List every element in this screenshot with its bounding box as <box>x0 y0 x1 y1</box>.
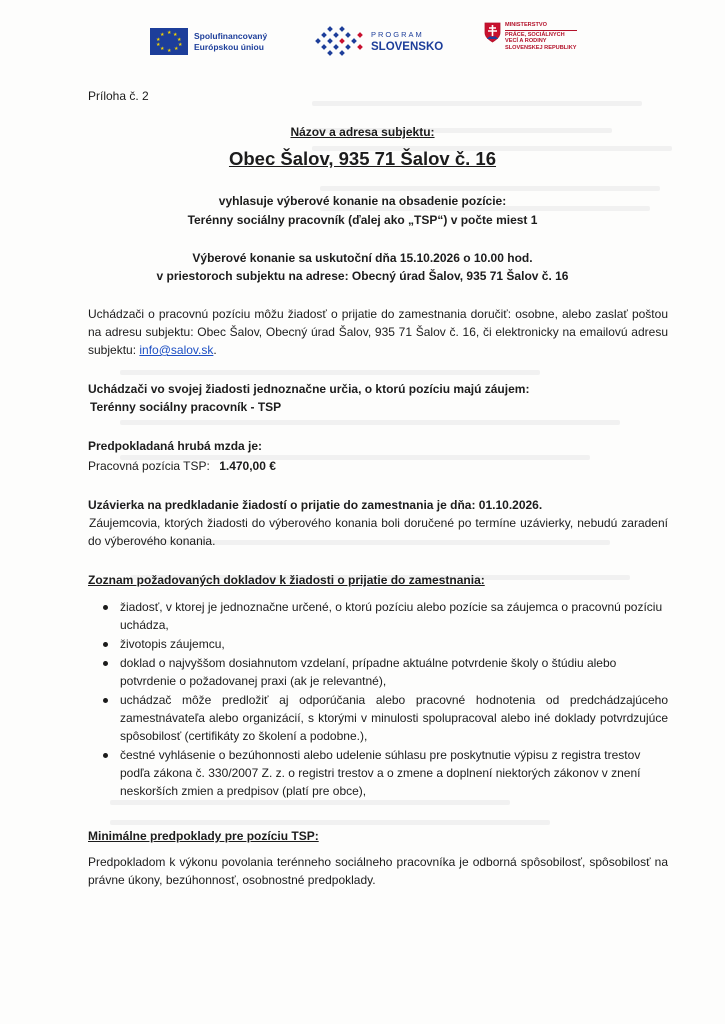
delivery-text: Uchádzači o pracovnú pozíciu môžu žiadosť o prijatie do zamestnania doručiť: osobne, alebo zaslať poštou na adresu subjektu: Obec Šalov, Obecný úrad Šalov, 935 71 Šalov č. 16, či elektronicky na emailovú adresu subjektu: <box>88 307 668 357</box>
list-item: doklad o najvyššom dosiahnutom vzdelaní, prípadne aktuálne potvrdenie školy o štúdiu alebo potvrdenie o požadovanej praxi (ak je relevantné), <box>88 654 668 690</box>
schedule-line1: Výberové konanie sa uskutoční dňa 15.10.2026 o 10.00 hod. <box>192 251 533 265</box>
list-item: uchádzač môže predložiť aj odporúčania alebo pracovné hodnotenia od predchádzajúceho zamestnávateľa alebo organizácií, s ktorými v minulosti spolupracoval alebo iné doklady potvrdzujúce spôsobilosť (certifikáty zo školení a podobne.), <box>88 691 668 745</box>
subject-label: Názov a adresa subjektu: <box>290 125 435 139</box>
ministry-logo-line2: PRÁCE, SOCIÁLNYCH <box>505 31 565 38</box>
ministry-logo-line4: SLOVENSKEJ REPUBLIKY <box>505 44 577 51</box>
bullet-icon <box>103 661 108 666</box>
salary-row <box>88 457 276 475</box>
list-item: čestné vyhlásenie o bezúhonnosti alebo udelenie súhlasu pre poskytnutie výpisu z registra trestov podľa zákona č. 330/2007 Z. z. o registri trestov a o zmene a doplnení niektorých zákonov v znení neskorších zmien a predpisov (platí pre obce), <box>88 746 668 800</box>
schedule-line2: v priestoroch subjektu na adrese: Obecný úrad Šalov, 935 71 Šalov č. 16 <box>156 269 569 283</box>
salary-label: Pracovná pozícia TSP: <box>88 459 210 473</box>
bullet-icon <box>103 753 108 758</box>
subject-name: Obec Šalov, 935 71 Šalov č. 16 <box>228 148 497 169</box>
program-logo-line1: PROGRAM <box>371 30 424 39</box>
eu-flag-icon: ★ ★ ★ ★ ★ ★ ★ ★ ★ ★ <box>150 28 188 55</box>
bullet-icon <box>103 698 108 703</box>
annex-label: Príloha č. 2 <box>88 89 149 103</box>
bullet-icon <box>103 642 108 647</box>
requirements-heading: Minimálne predpoklady pre pozíciu TSP: <box>88 829 319 843</box>
ministry-logo <box>484 22 577 51</box>
program-slovensko-logo <box>312 24 443 58</box>
list-item: žiadosť, v ktorej je jednoznačne určené, o ktorú pozíciu alebo pozície sa záujemca o pracovnú pozíciu uchádza, <box>88 598 668 634</box>
announcement-line2: Terénny sociálny pracovník (ďalej ako „TSP“) v počte miest 1 <box>187 213 538 227</box>
salary-value: 1.470,00 € <box>219 459 276 473</box>
eu-cofinanced-logo <box>150 28 267 55</box>
header-logos <box>0 22 725 68</box>
eu-logo-line2: Európskou úniou <box>194 41 264 52</box>
slovak-coat-of-arms-icon <box>484 22 501 43</box>
ministry-logo-line1: MINISTERSTVO <box>505 22 577 31</box>
requirements-text: Predpokladom k výkonu povolania terénneho sociálneho pracovníka je odborná spôsobilosť, spôsobilosť na právne úkony, bezúhonnosť, osobnostné predpoklady. <box>88 855 668 887</box>
program-logo-line2: SLOVENSKO <box>371 41 444 53</box>
position-name: Terénny sociálny pracovník - TSP <box>90 400 282 414</box>
ministry-logo-line3: VECÍ A RODINY <box>505 38 547 45</box>
delivery-end: . <box>213 343 217 357</box>
documents-heading: Zoznam požadovaných dokladov k žiadosti o prijatie do zamestnania: <box>88 573 485 587</box>
delivery-paragraph <box>88 305 668 359</box>
deadline-text: Záujemcovia, ktorých žiadosti do výberového konania boli doručené po termíne uzávierky, nebudú zaradení do výberového konania. <box>88 516 668 548</box>
position-heading: Uchádzači vo svojej žiadosti jednoznačne určia, o ktorú pozíciu majú záujem: <box>88 382 530 396</box>
eu-logo-line1: Spolufinancovaný <box>194 30 268 41</box>
list-item: životopis záujemcu, <box>88 635 668 653</box>
email-link[interactable]: info@salov.sk <box>139 343 214 357</box>
bullet-icon <box>103 605 108 610</box>
deadline-heading: Uzávierka na predkladanie žiadostí o prijatie do zamestnania je dňa: 01.10.2026. <box>88 498 543 512</box>
announcement-line1: vyhlasuje výberové konanie na obsadenie pozície: <box>218 194 507 208</box>
program-slovensko-icon <box>312 24 368 58</box>
documents-list <box>88 598 668 801</box>
salary-heading: Predpokladaná hrubá mzda je: <box>88 439 263 453</box>
